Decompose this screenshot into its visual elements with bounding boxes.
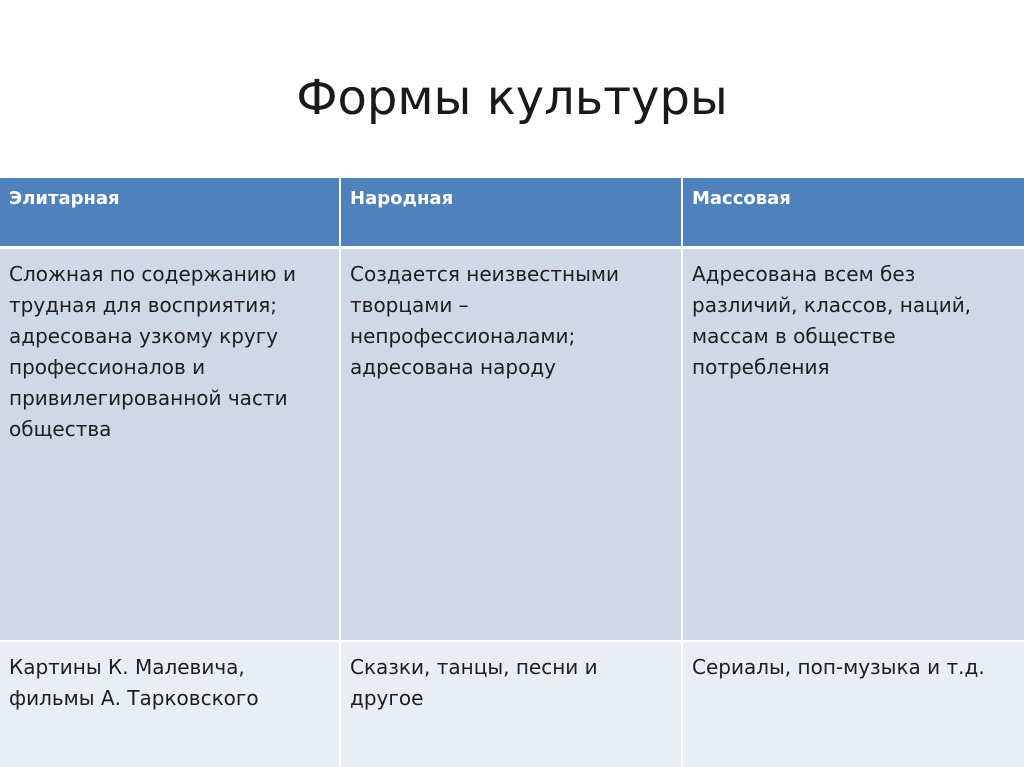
header-elite: Элитарная — [0, 178, 341, 249]
cell-elite-examples: Картины К. Малевича, фильмы А. Тарковского — [0, 642, 341, 767]
cell-folk-description: Создается неизвестными творцами – непрофессионалами; адресована народу — [341, 249, 683, 642]
header-mass: Массовая — [683, 178, 1024, 249]
culture-forms-table — [0, 178, 1024, 767]
cell-elite-description: Сложная по содержанию и трудная для восприятия; адресована узкому кругу профессионалов и привилегированной части общества — [0, 249, 341, 642]
cell-folk-examples: Сказки, танцы, песни и другое — [341, 642, 683, 767]
slide-title: Формы культуры — [296, 70, 728, 126]
cell-mass-examples: Сериалы, поп-музыка и т.д. — [683, 642, 1024, 767]
cell-mass-description: Адресована всем без различий, классов, наций, массам в обществе потребления — [683, 249, 1024, 642]
header-folk: Народная — [341, 178, 683, 249]
